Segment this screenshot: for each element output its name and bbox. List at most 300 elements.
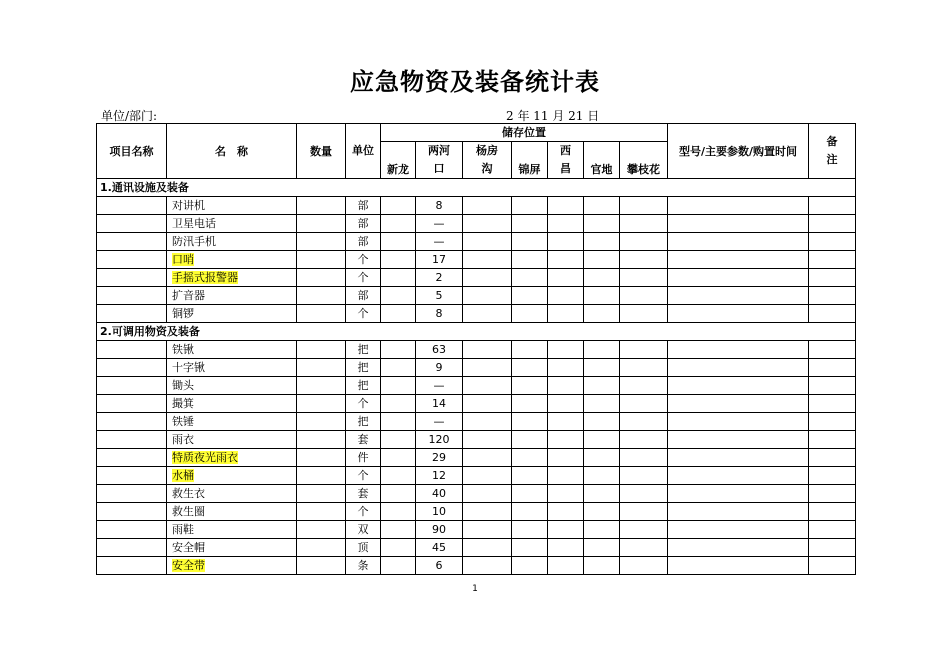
item-name-text: 手摇式报警器 <box>172 271 238 284</box>
empty-cell <box>512 557 548 575</box>
header-location-guandi: 官地 <box>584 142 620 179</box>
page-number: 1 <box>472 584 478 594</box>
empty-cell <box>463 197 512 215</box>
table-row <box>97 377 856 395</box>
empty-cell <box>668 395 809 413</box>
empty-cell <box>463 521 512 539</box>
table-row <box>97 539 856 557</box>
empty-cell <box>512 233 548 251</box>
empty-cell <box>97 251 167 269</box>
empty-cell <box>463 269 512 287</box>
empty-cell <box>548 431 584 449</box>
empty-cell <box>297 215 346 233</box>
item-name-text: 口哨 <box>172 253 194 266</box>
empty-cell <box>584 215 620 233</box>
empty-cell <box>548 395 584 413</box>
empty-cell <box>548 215 584 233</box>
empty-cell <box>584 521 620 539</box>
empty-cell <box>512 287 548 305</box>
item-name <box>167 341 297 359</box>
empty-cell <box>668 539 809 557</box>
empty-cell <box>463 503 512 521</box>
item-lianghekou-qty: 5 <box>416 287 463 305</box>
item-unit: 套 <box>346 431 381 449</box>
empty-cell <box>463 251 512 269</box>
empty-cell <box>297 233 346 251</box>
empty-cell <box>97 449 167 467</box>
header-unit: 单位 <box>346 124 381 179</box>
item-lianghekou-qty: — <box>416 233 463 251</box>
empty-cell <box>620 305 668 323</box>
empty-cell <box>381 197 416 215</box>
empty-cell <box>668 359 809 377</box>
empty-cell <box>463 449 512 467</box>
empty-cell <box>548 539 584 557</box>
empty-cell <box>809 413 856 431</box>
table-row <box>97 413 856 431</box>
empty-cell <box>668 413 809 431</box>
empty-cell <box>512 269 548 287</box>
empty-cell <box>548 503 584 521</box>
empty-cell <box>297 377 346 395</box>
empty-cell <box>548 467 584 485</box>
empty-cell <box>297 251 346 269</box>
empty-cell <box>548 305 584 323</box>
empty-cell <box>512 395 548 413</box>
empty-cell <box>668 341 809 359</box>
item-name-text: 特质夜光雨衣 <box>172 451 238 464</box>
item-unit: 个 <box>346 251 381 269</box>
empty-cell <box>668 197 809 215</box>
item-unit: 套 <box>346 485 381 503</box>
table-row <box>97 251 856 269</box>
empty-cell <box>620 485 668 503</box>
empty-cell <box>381 269 416 287</box>
empty-cell <box>297 521 346 539</box>
empty-cell <box>668 521 809 539</box>
empty-cell <box>297 539 346 557</box>
empty-cell <box>381 305 416 323</box>
empty-cell <box>584 341 620 359</box>
item-lianghekou-qty: — <box>416 215 463 233</box>
empty-cell <box>620 287 668 305</box>
empty-cell <box>297 503 346 521</box>
item-name <box>167 413 297 431</box>
item-lianghekou-qty: 12 <box>416 467 463 485</box>
empty-cell <box>512 539 548 557</box>
table-row <box>97 305 856 323</box>
empty-cell <box>809 215 856 233</box>
item-name-text: 对讲机 <box>172 199 205 212</box>
empty-cell <box>297 413 346 431</box>
empty-cell <box>297 197 346 215</box>
item-name <box>167 485 297 503</box>
empty-cell <box>297 557 346 575</box>
item-name-text: 十字锹 <box>172 361 205 374</box>
empty-cell <box>463 287 512 305</box>
empty-cell <box>512 485 548 503</box>
header-model: 型号/主要参数/购置时间 <box>668 124 809 179</box>
item-unit: 把 <box>346 341 381 359</box>
item-name-text: 雨鞋 <box>172 523 194 536</box>
empty-cell <box>463 539 512 557</box>
header-quantity: 数量 <box>297 124 346 179</box>
empty-cell <box>584 485 620 503</box>
item-name <box>167 251 297 269</box>
header-location-xinlong: 新龙 <box>381 142 416 179</box>
page-title: 应急物资及装备统计表 <box>350 68 600 96</box>
empty-cell <box>584 359 620 377</box>
table-row <box>97 449 856 467</box>
empty-cell <box>620 233 668 251</box>
header-remark: 备注 <box>809 124 856 179</box>
table-row <box>97 197 856 215</box>
item-lianghekou-qty: — <box>416 377 463 395</box>
item-name-text: 锄头 <box>172 379 194 392</box>
empty-cell <box>297 485 346 503</box>
header-location-yangfanggou: 杨房沟 <box>463 142 512 179</box>
item-name-text: 救生衣 <box>172 487 205 500</box>
empty-cell <box>809 305 856 323</box>
item-lianghekou-qty: 8 <box>416 197 463 215</box>
empty-cell <box>512 305 548 323</box>
item-unit: 双 <box>346 521 381 539</box>
empty-cell <box>463 341 512 359</box>
empty-cell <box>620 503 668 521</box>
item-unit: 顶 <box>346 539 381 557</box>
item-unit: 个 <box>346 269 381 287</box>
item-lianghekou-qty: 14 <box>416 395 463 413</box>
item-lianghekou-qty: 9 <box>416 359 463 377</box>
empty-cell <box>512 215 548 233</box>
empty-cell <box>297 287 346 305</box>
item-unit: 把 <box>346 413 381 431</box>
empty-cell <box>620 539 668 557</box>
empty-cell <box>668 503 809 521</box>
header-location-jinping: 锦屏 <box>512 142 548 179</box>
section-row <box>97 179 856 197</box>
item-unit: 把 <box>346 359 381 377</box>
empty-cell <box>620 521 668 539</box>
empty-cell <box>584 197 620 215</box>
empty-cell <box>512 359 548 377</box>
item-name <box>167 503 297 521</box>
empty-cell <box>548 233 584 251</box>
empty-cell <box>463 395 512 413</box>
item-name <box>167 395 297 413</box>
item-lianghekou-qty: — <box>416 413 463 431</box>
empty-cell <box>297 269 346 287</box>
empty-cell <box>548 377 584 395</box>
date-label: 2 年 11 月 21 日 <box>506 109 600 123</box>
empty-cell <box>97 377 167 395</box>
empty-cell <box>297 431 346 449</box>
item-name-text: 铁锹 <box>172 343 194 356</box>
empty-cell <box>809 359 856 377</box>
empty-cell <box>548 449 584 467</box>
empty-cell <box>668 287 809 305</box>
item-lianghekou-qty: 2 <box>416 269 463 287</box>
empty-cell <box>548 359 584 377</box>
empty-cell <box>584 287 620 305</box>
table-row <box>97 395 856 413</box>
empty-cell <box>548 485 584 503</box>
item-name-text: 扩音器 <box>172 289 205 302</box>
empty-cell <box>548 197 584 215</box>
empty-cell <box>463 305 512 323</box>
item-name <box>167 467 297 485</box>
item-lianghekou-qty: 45 <box>416 539 463 557</box>
empty-cell <box>297 395 346 413</box>
empty-cell <box>584 251 620 269</box>
empty-cell <box>381 557 416 575</box>
empty-cell <box>381 539 416 557</box>
empty-cell <box>809 287 856 305</box>
empty-cell <box>809 395 856 413</box>
empty-cell <box>809 539 856 557</box>
item-name-text: 雨衣 <box>172 433 194 446</box>
item-name <box>167 377 297 395</box>
item-name <box>167 305 297 323</box>
empty-cell <box>668 233 809 251</box>
header-project-name: 项目名称 <box>97 124 167 179</box>
item-name <box>167 449 297 467</box>
empty-cell <box>548 341 584 359</box>
empty-cell <box>97 557 167 575</box>
empty-cell <box>620 395 668 413</box>
item-name <box>167 215 297 233</box>
empty-cell <box>381 359 416 377</box>
empty-cell <box>584 395 620 413</box>
item-name-text: 水桶 <box>172 469 194 482</box>
item-name <box>167 539 297 557</box>
empty-cell <box>668 305 809 323</box>
empty-cell <box>97 341 167 359</box>
table-row <box>97 521 856 539</box>
item-lianghekou-qty: 10 <box>416 503 463 521</box>
empty-cell <box>97 485 167 503</box>
item-unit: 部 <box>346 197 381 215</box>
empty-cell <box>512 503 548 521</box>
empty-cell <box>620 557 668 575</box>
empty-cell <box>381 503 416 521</box>
empty-cell <box>97 467 167 485</box>
item-unit: 条 <box>346 557 381 575</box>
item-unit: 部 <box>346 215 381 233</box>
item-name-text: 救生圈 <box>172 505 205 518</box>
header-storage: 储存位置 <box>381 124 668 142</box>
empty-cell <box>97 413 167 431</box>
item-lianghekou-qty: 40 <box>416 485 463 503</box>
item-name-text: 安全帽 <box>172 541 205 554</box>
empty-cell <box>463 359 512 377</box>
item-name <box>167 269 297 287</box>
empty-cell <box>381 431 416 449</box>
item-lianghekou-qty: 8 <box>416 305 463 323</box>
header-location-panzhihua: 攀枝花 <box>620 142 668 179</box>
empty-cell <box>668 251 809 269</box>
item-lianghekou-qty: 29 <box>416 449 463 467</box>
empty-cell <box>548 521 584 539</box>
empty-cell <box>97 215 167 233</box>
item-unit: 把 <box>346 377 381 395</box>
empty-cell <box>463 413 512 431</box>
empty-cell <box>620 215 668 233</box>
empty-cell <box>809 557 856 575</box>
item-name <box>167 557 297 575</box>
empty-cell <box>381 233 416 251</box>
empty-cell <box>463 377 512 395</box>
empty-cell <box>809 503 856 521</box>
empty-cell <box>297 359 346 377</box>
empty-cell <box>297 341 346 359</box>
item-name <box>167 359 297 377</box>
stats-table <box>96 123 856 575</box>
empty-cell <box>463 467 512 485</box>
empty-cell <box>620 467 668 485</box>
section-title: 1.通讯设施及装备 <box>97 179 856 197</box>
empty-cell <box>512 413 548 431</box>
table-row <box>97 467 856 485</box>
item-name-text: 铁锤 <box>172 415 194 428</box>
item-name <box>167 287 297 305</box>
item-name-text: 卫星电话 <box>172 217 216 230</box>
empty-cell <box>668 557 809 575</box>
empty-cell <box>463 557 512 575</box>
empty-cell <box>620 269 668 287</box>
section-title: 2.可调用物资及装备 <box>97 323 856 341</box>
header-location-xichang: 西昌 <box>548 142 584 179</box>
empty-cell <box>512 449 548 467</box>
empty-cell <box>97 197 167 215</box>
empty-cell <box>584 233 620 251</box>
empty-cell <box>620 449 668 467</box>
empty-cell <box>668 377 809 395</box>
empty-cell <box>97 395 167 413</box>
empty-cell <box>584 269 620 287</box>
empty-cell <box>512 431 548 449</box>
empty-cell <box>512 251 548 269</box>
empty-cell <box>381 287 416 305</box>
empty-cell <box>809 341 856 359</box>
empty-cell <box>584 449 620 467</box>
item-name-text: 撮箕 <box>172 397 194 410</box>
item-lianghekou-qty: 63 <box>416 341 463 359</box>
empty-cell <box>809 197 856 215</box>
item-unit: 个 <box>346 467 381 485</box>
table-row <box>97 557 856 575</box>
empty-cell <box>584 413 620 431</box>
empty-cell <box>620 377 668 395</box>
empty-cell <box>512 377 548 395</box>
table-row <box>97 233 856 251</box>
item-name-text: 防汛手机 <box>172 235 216 248</box>
empty-cell <box>463 431 512 449</box>
item-unit: 个 <box>346 395 381 413</box>
table-row <box>97 359 856 377</box>
item-name <box>167 197 297 215</box>
empty-cell <box>512 521 548 539</box>
empty-cell <box>512 341 548 359</box>
empty-cell <box>463 215 512 233</box>
header-name: 名 称 <box>167 124 297 179</box>
empty-cell <box>97 539 167 557</box>
empty-cell <box>381 413 416 431</box>
empty-cell <box>809 377 856 395</box>
empty-cell <box>584 539 620 557</box>
empty-cell <box>584 377 620 395</box>
header-location-lianghekou: 两河口 <box>416 142 463 179</box>
item-unit: 部 <box>346 233 381 251</box>
item-name-text: 安全带 <box>172 559 205 572</box>
item-name <box>167 521 297 539</box>
empty-cell <box>809 449 856 467</box>
empty-cell <box>668 449 809 467</box>
table-row <box>97 215 856 233</box>
empty-cell <box>297 305 346 323</box>
empty-cell <box>620 359 668 377</box>
empty-cell <box>97 305 167 323</box>
empty-cell <box>381 377 416 395</box>
empty-cell <box>620 341 668 359</box>
empty-cell <box>512 197 548 215</box>
empty-cell <box>97 287 167 305</box>
empty-cell <box>584 503 620 521</box>
empty-cell <box>584 557 620 575</box>
empty-cell <box>620 251 668 269</box>
table-row <box>97 503 856 521</box>
empty-cell <box>809 269 856 287</box>
empty-cell <box>809 521 856 539</box>
empty-cell <box>97 269 167 287</box>
empty-cell <box>548 557 584 575</box>
empty-cell <box>548 413 584 431</box>
empty-cell <box>97 431 167 449</box>
empty-cell <box>97 503 167 521</box>
empty-cell <box>668 467 809 485</box>
empty-cell <box>97 233 167 251</box>
item-unit: 个 <box>346 503 381 521</box>
item-lianghekou-qty: 90 <box>416 521 463 539</box>
empty-cell <box>620 413 668 431</box>
empty-cell <box>463 233 512 251</box>
empty-cell <box>584 305 620 323</box>
empty-cell <box>809 467 856 485</box>
empty-cell <box>297 449 346 467</box>
empty-cell <box>381 251 416 269</box>
empty-cell <box>620 431 668 449</box>
empty-cell <box>381 341 416 359</box>
empty-cell <box>512 467 548 485</box>
table-row <box>97 341 856 359</box>
section-row <box>97 323 856 341</box>
empty-cell <box>381 395 416 413</box>
item-unit: 个 <box>346 305 381 323</box>
item-lianghekou-qty: 17 <box>416 251 463 269</box>
empty-cell <box>548 251 584 269</box>
empty-cell <box>584 431 620 449</box>
item-name <box>167 233 297 251</box>
item-unit: 件 <box>346 449 381 467</box>
empty-cell <box>668 269 809 287</box>
item-lianghekou-qty: 6 <box>416 557 463 575</box>
item-name-text: 铜锣 <box>172 307 194 320</box>
item-name <box>167 431 297 449</box>
empty-cell <box>297 467 346 485</box>
table-row <box>97 287 856 305</box>
empty-cell <box>463 485 512 503</box>
empty-cell <box>668 215 809 233</box>
